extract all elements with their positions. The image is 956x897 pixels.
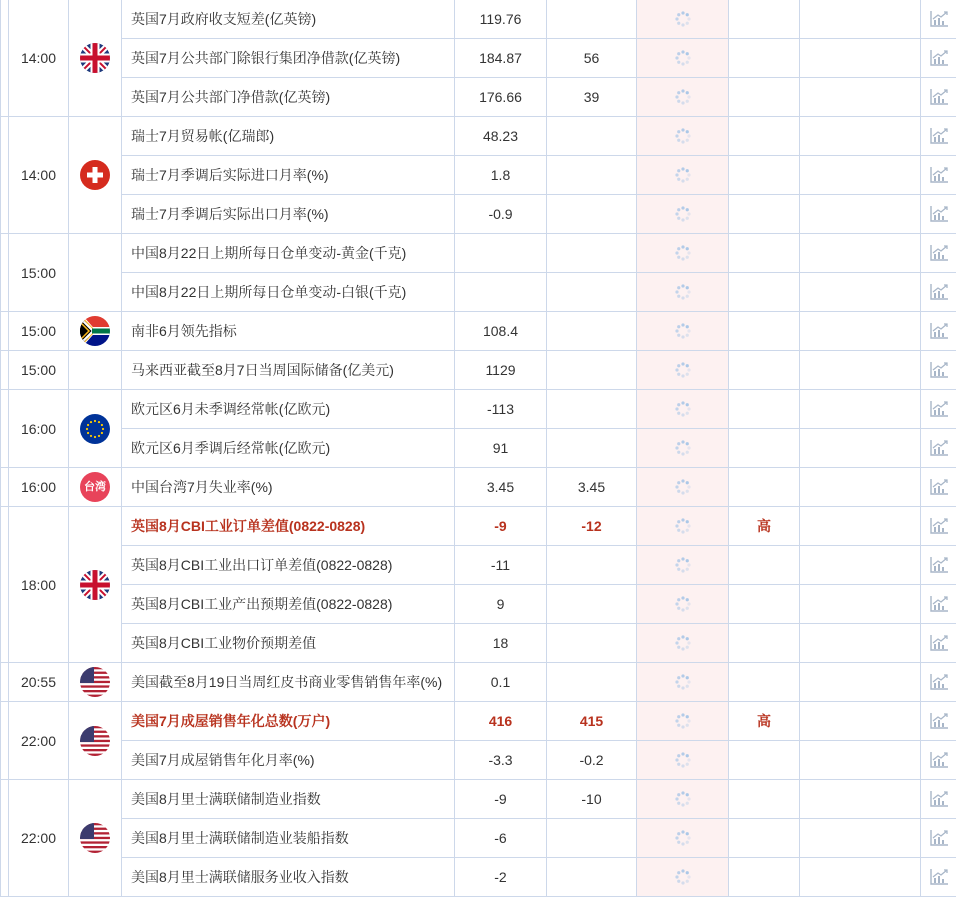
table-row [1,78,956,117]
chart-icon [929,88,949,106]
importance-level: 高 [729,507,800,546]
chart-link[interactable] [921,78,956,117]
flag-cell [69,468,122,507]
importance-level [729,780,800,819]
blank-cell [800,741,921,780]
forecast-value: 3.45 [547,468,637,507]
row-spacer [1,663,9,702]
loading-spinner-icon [674,829,692,847]
table-row [1,819,956,858]
table-row [1,741,956,780]
chart-icon [929,712,949,730]
indicator-name: 瑞士7月季调后实际进口月率(%) [122,156,455,195]
actual-value-loading [637,312,729,351]
previous-value: 176.66 [455,78,547,117]
forecast-value [547,351,637,390]
loading-spinner-icon [674,283,692,301]
blank-cell [800,819,921,858]
chart-link[interactable] [921,507,956,546]
flag-cell [69,702,122,780]
chart-link[interactable] [921,741,956,780]
loading-spinner-icon [674,322,692,340]
importance-level [729,351,800,390]
loading-spinner-icon [674,673,692,691]
actual-value-loading [637,819,729,858]
indicator-name: 中国8月22日上期所每日仓单变动-白银(千克) [122,273,455,312]
actual-value-loading [637,507,729,546]
flag-cell [69,234,122,312]
chart-icon [929,244,949,262]
blank-cell [800,39,921,78]
row-spacer [1,780,9,897]
calendar-body [1,0,956,897]
blank-cell [800,351,921,390]
chart-link[interactable] [921,624,956,663]
actual-value-loading [637,156,729,195]
loading-spinner-icon [674,10,692,28]
south-africa-flag-icon [80,316,110,346]
actual-value-loading [637,429,729,468]
previous-value: -11 [455,546,547,585]
importance-level [729,39,800,78]
importance-level [729,858,800,897]
indicator-name: 英国8月CBI工业物价预期差值 [122,624,455,663]
loading-spinner-icon [674,400,692,418]
chart-link[interactable] [921,585,956,624]
event-time: 16:00 [9,390,69,468]
actual-value-loading [637,663,729,702]
chart-link[interactable] [921,195,956,234]
actual-value-loading [637,624,729,663]
indicator-name: 英国7月公共部门净借款(亿英镑) [122,78,455,117]
forecast-value: 56 [547,39,637,78]
chart-link[interactable] [921,312,956,351]
chart-icon [929,673,949,691]
table-row [1,429,956,468]
event-time: 22:00 [9,780,69,897]
us-flag-icon [80,667,110,697]
swiss-flag-icon [80,160,110,190]
chart-link[interactable] [921,546,956,585]
actual-value-loading [637,858,729,897]
forecast-value: 415 [547,702,637,741]
chart-icon [929,478,949,496]
event-time: 15:00 [9,351,69,390]
previous-value: 1.8 [455,156,547,195]
event-time: 14:00 [9,0,69,117]
chart-link[interactable] [921,819,956,858]
loading-spinner-icon [674,439,692,457]
blank-cell [800,702,921,741]
previous-value: -113 [455,390,547,429]
importance-level [729,312,800,351]
previous-value: 184.87 [455,39,547,78]
indicator-name: 瑞士7月季调后实际出口月率(%) [122,195,455,234]
event-time: 14:00 [9,117,69,234]
forecast-value [547,273,637,312]
forecast-value: -12 [547,507,637,546]
previous-value: 91 [455,429,547,468]
table-row [1,702,956,741]
flag-cell [69,0,122,117]
flag-cell [69,351,122,390]
event-time: 16:00 [9,468,69,507]
previous-value: 119.76 [455,0,547,39]
chart-icon [929,790,949,808]
forecast-value: -0.2 [547,741,637,780]
forecast-value [547,663,637,702]
table-row [1,390,956,429]
forecast-value [547,429,637,468]
loading-spinner-icon [674,634,692,652]
forecast-value [547,858,637,897]
loading-spinner-icon [674,868,692,886]
blank-cell [800,663,921,702]
chart-link[interactable] [921,468,956,507]
chart-icon [929,751,949,769]
table-row [1,546,956,585]
actual-value-loading [637,234,729,273]
event-time: 20:55 [9,663,69,702]
importance-level [729,429,800,468]
chart-link[interactable] [921,351,956,390]
importance-level [729,117,800,156]
blank-cell [800,507,921,546]
row-spacer [1,0,9,117]
indicator-name: 美国8月里士满联储制造业指数 [122,780,455,819]
table-row [1,468,956,507]
previous-value: 48.23 [455,117,547,156]
actual-value-loading [637,117,729,156]
row-spacer [1,507,9,663]
importance-level: 高 [729,702,800,741]
row-spacer [1,351,9,390]
event-time: 15:00 [9,234,69,312]
actual-value-loading [637,390,729,429]
loading-spinner-icon [674,751,692,769]
loading-spinner-icon [674,790,692,808]
blank-cell [800,0,921,39]
forecast-value: -10 [547,780,637,819]
importance-level [729,0,800,39]
previous-value: 0.1 [455,663,547,702]
forecast-value [547,195,637,234]
us-flag-icon [80,726,110,756]
previous-value: 1129 [455,351,547,390]
importance-level [729,624,800,663]
table-row [1,663,956,702]
eu-flag-icon [80,414,110,444]
importance-level [729,546,800,585]
chart-icon [929,49,949,67]
previous-value: -9 [455,780,547,819]
actual-value-loading [637,468,729,507]
row-spacer [1,312,9,351]
chart-icon [929,322,949,340]
loading-spinner-icon [674,361,692,379]
loading-spinner-icon [674,712,692,730]
blank-cell [800,234,921,273]
loading-spinner-icon [674,127,692,145]
actual-value-loading [637,78,729,117]
flag-cell [69,780,122,897]
uk-flag-icon [80,570,110,600]
indicator-name: 马来西亚截至8月7日当周国际储备(亿美元) [122,351,455,390]
blank-cell [800,78,921,117]
flag-cell [69,312,122,351]
table-row [1,624,956,663]
blank-cell [800,546,921,585]
actual-value-loading [637,195,729,234]
loading-spinner-icon [674,88,692,106]
table-row [1,858,956,897]
previous-value [455,273,547,312]
blank-cell [800,624,921,663]
flag-cell [69,390,122,468]
row-spacer [1,234,9,312]
chart-icon [929,283,949,301]
previous-value: 9 [455,585,547,624]
loading-spinner-icon [674,478,692,496]
actual-value-loading [637,546,729,585]
previous-value: -0.9 [455,195,547,234]
loading-spinner-icon [674,244,692,262]
table-row [1,312,956,351]
chart-link[interactable] [921,390,956,429]
importance-level [729,585,800,624]
actual-value-loading [637,780,729,819]
actual-value-loading [637,0,729,39]
table-row [1,507,956,546]
chart-icon [929,868,949,886]
blank-cell [800,117,921,156]
importance-level [729,819,800,858]
previous-value: 3.45 [455,468,547,507]
blank-cell [800,585,921,624]
forecast-value [547,546,637,585]
indicator-name: 中国台湾7月失业率(%) [122,468,455,507]
loading-spinner-icon [674,517,692,535]
actual-value-loading [637,39,729,78]
chart-link[interactable] [921,702,956,741]
row-spacer [1,390,9,468]
chart-icon [929,127,949,145]
previous-value: -6 [455,819,547,858]
chart-link[interactable] [921,0,956,39]
actual-value-loading [637,741,729,780]
indicator-name: 英国8月CBI工业产出预期差值(0822-0828) [122,585,455,624]
table-row [1,234,956,273]
importance-level [729,234,800,273]
importance-level [729,156,800,195]
event-time: 15:00 [9,312,69,351]
chart-icon [929,166,949,184]
row-spacer [1,468,9,507]
blank-cell [800,273,921,312]
chart-icon [929,829,949,847]
forecast-value [547,234,637,273]
table-row [1,780,956,819]
flag-cell [69,117,122,234]
previous-value: -2 [455,858,547,897]
importance-level [729,663,800,702]
loading-spinner-icon [674,556,692,574]
table-row [1,156,956,195]
chart-icon [929,517,949,535]
table-row [1,0,956,39]
chart-icon [929,400,949,418]
chart-link[interactable] [921,780,956,819]
blank-cell [800,312,921,351]
importance-level [729,273,800,312]
table-row [1,117,956,156]
chart-link[interactable] [921,273,956,312]
actual-value-loading [637,585,729,624]
indicator-name: 欧元区6月季调后经常帐(亿欧元) [122,429,455,468]
actual-value-loading [637,351,729,390]
us-flag-icon [80,823,110,853]
indicator-name: 美国8月里士满联储制造业装船指数 [122,819,455,858]
actual-value-loading [637,702,729,741]
table-row [1,585,956,624]
chart-icon [929,634,949,652]
chart-link[interactable] [921,663,956,702]
forecast-value [547,390,637,429]
chart-icon [929,595,949,613]
actual-value-loading [637,273,729,312]
blank-cell [800,858,921,897]
previous-value: 108.4 [455,312,547,351]
blank-cell [800,390,921,429]
table-row [1,39,956,78]
indicator-name: 美国7月成屋销售年化月率(%) [122,741,455,780]
indicator-name: 英国7月公共部门除银行集团净借款(亿英镑) [122,39,455,78]
uk-flag-icon [80,43,110,73]
table-row [1,195,956,234]
forecast-value [547,819,637,858]
chart-link[interactable] [921,858,956,897]
taiwan-badge-icon: 台湾 [80,472,110,502]
forecast-value [547,117,637,156]
chart-link[interactable] [921,117,956,156]
event-time: 22:00 [9,702,69,780]
indicator-name: 英国7月政府收支短差(亿英镑) [122,0,455,39]
chart-link[interactable] [921,156,956,195]
importance-level [729,78,800,117]
chart-icon [929,10,949,28]
importance-level [729,195,800,234]
row-spacer [1,117,9,234]
indicator-name: 英国8月CBI工业出口订单差值(0822-0828) [122,546,455,585]
indicator-name: 中国8月22日上期所每日仓单变动-黄金(千克) [122,234,455,273]
chart-icon [929,361,949,379]
blank-cell [800,468,921,507]
blank-cell [800,195,921,234]
forecast-value [547,0,637,39]
indicator-name: 美国7月成屋销售年化总数(万户) [122,702,455,741]
blank-cell [800,429,921,468]
indicator-name: 英国8月CBI工业订单差值(0822-0828) [122,507,455,546]
indicator-name: 欧元区6月未季调经常帐(亿欧元) [122,390,455,429]
previous-value: -9 [455,507,547,546]
indicator-name: 美国截至8月19日当周红皮书商业零售销售年率(%) [122,663,455,702]
indicator-name: 瑞士7月贸易帐(亿瑞郎) [122,117,455,156]
loading-spinner-icon [674,205,692,223]
loading-spinner-icon [674,49,692,67]
blank-cell [800,780,921,819]
chart-icon [929,205,949,223]
table-row [1,273,956,312]
indicator-name: 南非6月领先指标 [122,312,455,351]
blank-cell [800,156,921,195]
forecast-value [547,624,637,663]
flag-cell [69,663,122,702]
importance-level [729,741,800,780]
loading-spinner-icon [674,595,692,613]
forecast-value [547,585,637,624]
previous-value: 416 [455,702,547,741]
table-row [1,351,956,390]
chart-link[interactable] [921,39,956,78]
chart-link[interactable] [921,429,956,468]
importance-level [729,390,800,429]
previous-value: 18 [455,624,547,663]
previous-value [455,234,547,273]
forecast-value [547,312,637,351]
chart-link[interactable] [921,234,956,273]
previous-value: -3.3 [455,741,547,780]
importance-level [729,468,800,507]
flag-cell [69,507,122,663]
chart-icon [929,439,949,457]
chart-icon [929,556,949,574]
forecast-value [547,156,637,195]
row-spacer [1,702,9,780]
forecast-value: 39 [547,78,637,117]
loading-spinner-icon [674,166,692,184]
event-time: 18:00 [9,507,69,663]
indicator-name: 美国8月里士满联储服务业收入指数 [122,858,455,897]
